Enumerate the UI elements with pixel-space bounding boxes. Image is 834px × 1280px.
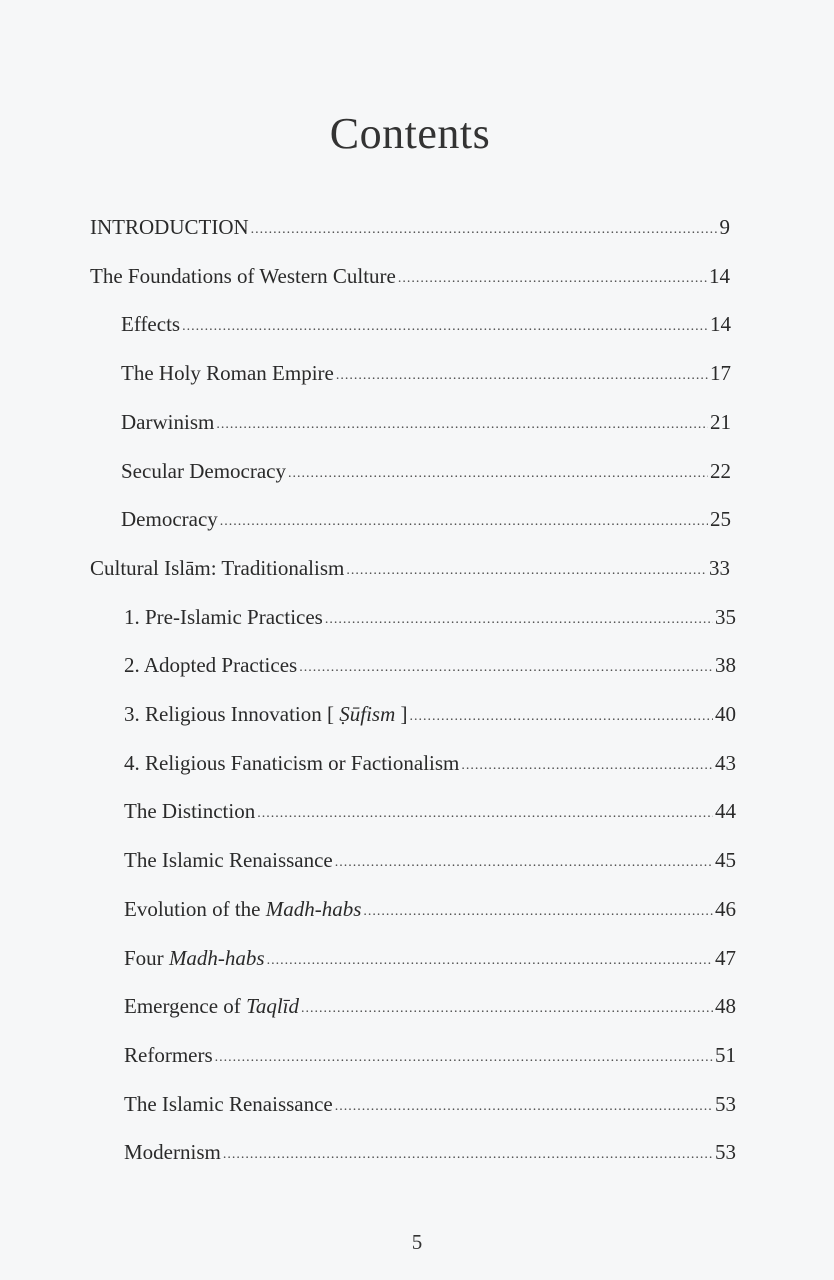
- toc-entry-title: Darwinism: [121, 409, 215, 434]
- toc-entry-title: INTRODUCTION: [90, 215, 249, 239]
- toc-entry-page-number: 46: [715, 896, 736, 921]
- dot-leader: [299, 653, 713, 683]
- toc-entry-title: 2. Adopted Practices: [124, 653, 298, 678]
- toc-entry[interactable]: [121, 407, 731, 437]
- toc-entry[interactable]: [124, 796, 736, 826]
- dot-leader: [220, 507, 708, 537]
- dot-leader: [257, 799, 713, 829]
- toc-entry-title: The Holy Roman Empire: [121, 361, 334, 386]
- toc-entry-page-number: 40: [715, 702, 736, 726]
- toc-entry-title: 3. Religious Innovation [ Ṣūfism ]: [124, 702, 408, 726]
- toc-entry-page-number: 35: [715, 604, 736, 629]
- dot-leader: [335, 1092, 713, 1122]
- toc-entry-page-number: 44: [715, 799, 736, 824]
- toc-entry-title: Cultural Islām: Traditionalism: [90, 555, 345, 580]
- toc-entry-page-number: 21: [710, 409, 731, 434]
- dot-leader: [461, 751, 713, 781]
- dot-leader: [363, 897, 713, 927]
- dot-leader: [325, 605, 713, 635]
- dot-leader: [288, 459, 708, 489]
- toc-entry-page-number: 53: [715, 1091, 736, 1116]
- toc-entry-title: Effects: [121, 312, 181, 337]
- toc-entry-title: Emergence of Taqlīd: [124, 994, 299, 1019]
- toc-entry[interactable]: [124, 1137, 736, 1167]
- toc-entry-title: The Foundations of Western Culture: [90, 263, 396, 288]
- toc-entry-title: 1. Pre-Islamic Practices: [124, 604, 323, 629]
- toc-entry[interactable]: [90, 553, 730, 583]
- toc-entry-title: The Distinction: [124, 799, 256, 824]
- toc-entry[interactable]: [124, 845, 736, 875]
- dot-leader: [215, 1043, 713, 1073]
- toc-entry[interactable]: [124, 1089, 736, 1119]
- toc-entry-title: 4. Religious Fanaticism or Factionalism: [124, 750, 460, 775]
- toc-entry-title: Democracy: [121, 507, 218, 532]
- toc-entry-title: Evolution of the Madh-habs: [124, 896, 362, 921]
- toc-entry-title: The Islamic Renaissance: [124, 848, 333, 873]
- toc-entry[interactable]: [90, 261, 730, 291]
- dot-leader: [216, 410, 708, 440]
- toc-entry[interactable]: [121, 504, 731, 534]
- toc-entry[interactable]: [90, 212, 730, 242]
- toc-entry-title: Secular Democracy: [121, 458, 286, 483]
- dot-leader: [223, 1140, 713, 1170]
- toc-entry-page-number: 17: [710, 361, 731, 386]
- dot-leader: [346, 556, 707, 586]
- toc-entry-page-number: 48: [715, 994, 736, 1019]
- toc-entry-page-number: 14: [709, 263, 730, 288]
- toc-entry[interactable]: [124, 650, 736, 680]
- toc-entry-page-number: 25: [710, 507, 731, 532]
- toc-entry-title: Modernism: [124, 1140, 221, 1165]
- toc-entry[interactable]: [124, 1040, 736, 1070]
- dot-leader: [301, 994, 713, 1024]
- toc-entry[interactable]: [124, 943, 736, 973]
- dot-leader: [410, 702, 714, 732]
- dot-leader: [267, 946, 713, 976]
- toc-entry-page-number: 43: [715, 750, 736, 775]
- toc-entry-page-number: 14: [710, 312, 731, 337]
- toc-entry[interactable]: [121, 309, 731, 339]
- toc-entry-page-number: 38: [715, 653, 736, 678]
- toc-entry[interactable]: [124, 991, 736, 1021]
- page-number: 5: [411, 1230, 423, 1254]
- dot-leader: [182, 312, 708, 342]
- page-title: Contents: [329, 109, 491, 158]
- toc-entry-title: Reformers: [124, 1042, 213, 1067]
- dot-leader: [251, 215, 718, 245]
- toc-entry-page-number: 53: [715, 1140, 736, 1165]
- toc-entry-page-number: 33: [709, 555, 730, 580]
- toc-entry-page-number: 22: [710, 458, 731, 483]
- toc-entry[interactable]: [121, 456, 731, 486]
- dot-leader: [336, 361, 708, 391]
- toc-entry-page-number: 45: [715, 848, 736, 873]
- toc-entry[interactable]: [124, 699, 736, 729]
- toc-entry-page-number: 47: [715, 945, 736, 970]
- toc-entry-page-number: 51: [715, 1042, 736, 1067]
- toc-entry[interactable]: [121, 358, 731, 388]
- dot-leader: [335, 848, 713, 878]
- toc-entry-page-number: 9: [719, 215, 730, 239]
- dot-leader: [398, 264, 707, 294]
- toc-entry[interactable]: [124, 894, 736, 924]
- toc-entry-title: Four Madh-habs: [124, 945, 265, 970]
- toc-entry[interactable]: [124, 748, 736, 778]
- toc-entry[interactable]: [124, 602, 736, 632]
- toc-entry-title: The Islamic Renaissance: [124, 1091, 333, 1116]
